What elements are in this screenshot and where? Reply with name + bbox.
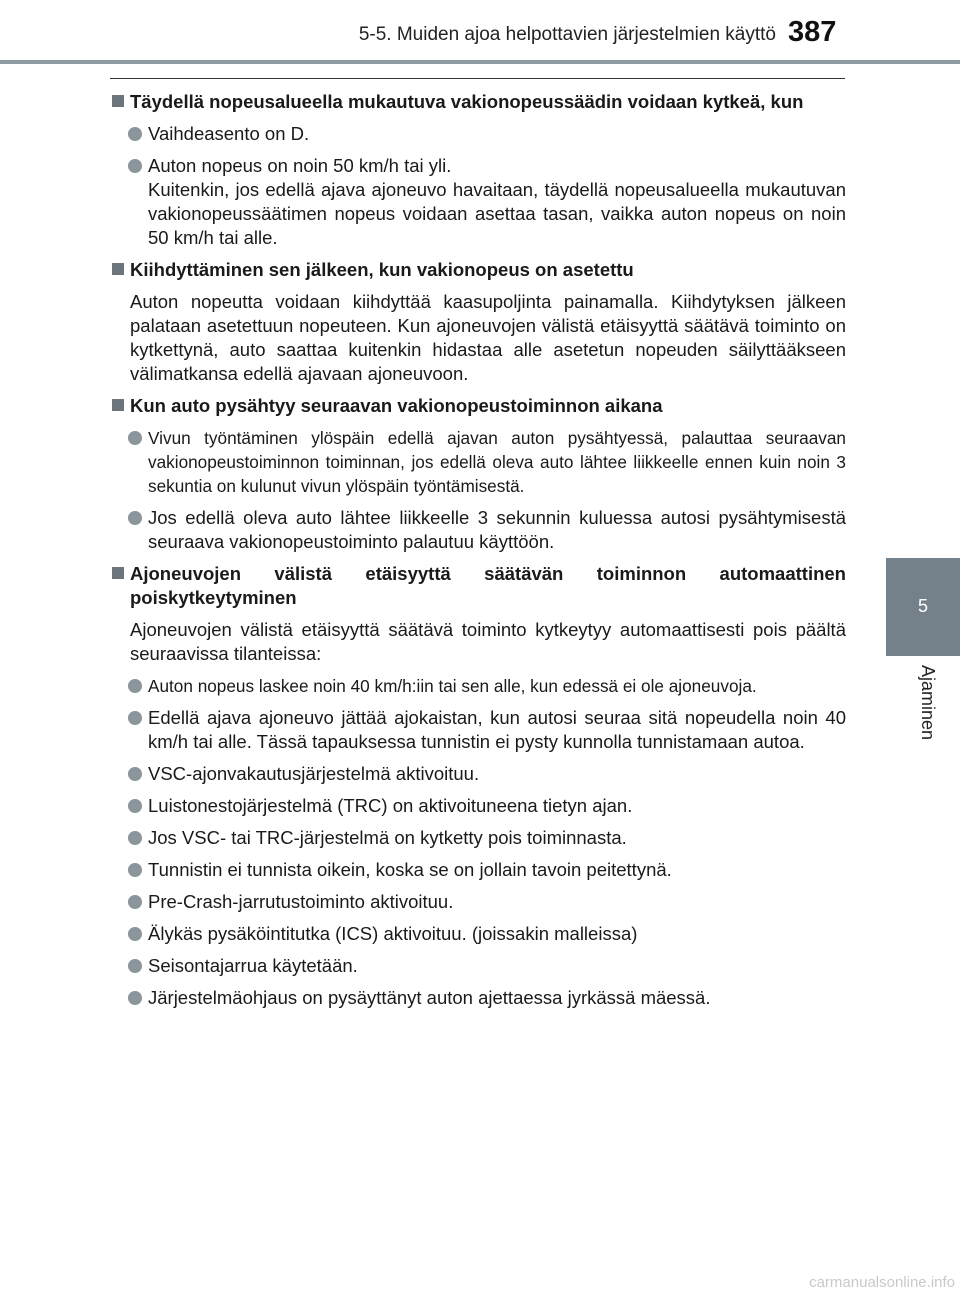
section-heading <box>110 258 846 282</box>
list-item <box>110 954 846 978</box>
list-item <box>110 794 846 818</box>
circle-bullet-icon <box>128 863 142 877</box>
section-heading-text: Täydellä nopeusalueella mukautuva vakionopeussäädin voidaan kytkeä, kun <box>130 91 804 112</box>
watermark: carmanualsonline.info <box>809 1274 955 1291</box>
list-item-text: Vaihdeasento on D. <box>148 123 310 144</box>
list-item <box>110 826 846 850</box>
chapter-label: Ajaminen <box>918 665 938 741</box>
list-item-text: Pre-Crash-jarrutustoiminto aktivoituu. <box>148 891 454 912</box>
list-item-text: VSC-ajonvakautusjärjestelmä aktivoituu. <box>148 763 480 784</box>
circle-bullet-icon <box>128 831 142 845</box>
section-heading <box>110 90 846 114</box>
list-item-text: Edellä ajava ajoneuvo jättää ajokaistan, kun autosi seuraa sitä nopeudella noin 40 km/h tai alle. Tässä tapauksessa tunnistin ei pysty kunnolla tunnistamaan autoa. <box>148 707 846 752</box>
list-item-text: Jos edellä oleva auto lähtee liikkeelle 3 sekunnin kuluessa autosi pysähtymisestä seuraava vakionopeustoiminto palautuu käyttöön. <box>148 507 846 552</box>
circle-bullet-icon <box>128 679 142 693</box>
page-content <box>110 90 846 1018</box>
section-heading-text: Kiihdyttäminen sen jälkeen, kun vakionopeus on asetettu <box>130 259 634 280</box>
chapter-tab-number: 5 <box>917 596 928 616</box>
section-heading <box>110 562 846 610</box>
list-item-note: Kuitenkin, jos edellä ajava ajoneuvo havaitaan, täydellä nopeusalueella mukautuvan vakionopeussäätimen nopeus voidaan asettaa tasan, vaikka auton nopeus on noin 50 km/h tai alle. <box>148 179 846 248</box>
list-item-text: Seisontajarrua käytetään. <box>148 955 358 976</box>
square-bullet-icon <box>112 95 124 107</box>
list-item <box>110 922 846 946</box>
list-item <box>110 762 846 786</box>
circle-bullet-icon <box>128 927 142 941</box>
header-title: 5-5. Muiden ajoa helpottavien järjestelmien käyttö <box>358 24 776 45</box>
circle-bullet-icon <box>128 711 142 725</box>
circle-bullet-icon <box>128 991 142 1005</box>
header-rule <box>0 60 960 64</box>
list-item <box>110 674 846 698</box>
circle-bullet-icon <box>128 431 142 445</box>
list-item-text: Auton nopeus on noin 50 km/h tai yli. <box>148 155 452 176</box>
section-heading-text: Ajoneuvojen välistä etäisyyttä säätävän toiminnon automaattinen poiskytkeytyminen <box>130 563 846 608</box>
circle-bullet-icon <box>128 127 142 141</box>
list-item <box>110 506 846 554</box>
circle-bullet-icon <box>128 511 142 525</box>
list-item <box>110 154 846 250</box>
list-item <box>110 986 846 1010</box>
list-item-text: Älykäs pysäköintitutka (ICS) aktivoituu. (joissakin malleissa) <box>148 923 638 944</box>
circle-bullet-icon <box>128 895 142 909</box>
list-item <box>110 706 846 754</box>
square-bullet-icon <box>112 399 124 411</box>
list-item <box>110 890 846 914</box>
circle-bullet-icon <box>128 959 142 973</box>
list-item-text: Auton nopeus laskee noin 40 km/h:iin tai sen alle, kun edessä ei ole ajoneuvoja. <box>148 676 757 696</box>
paragraph: Auton nopeutta voidaan kiihdyttää kaasupoljinta painamalla. Kiihdytyksen jälkeen palataan asetettuun nopeuteen. Kun ajoneuvojen välistä etäisyyttä säätävä toiminto on kytkettynä, auto saattaa kuitenkin hidastaa alle asetetun nopeuden säilyttääkseen välimatkansa edellä ajavaan ajoneuvoon. <box>130 291 846 384</box>
section-heading-text: Kun auto pysähtyy seuraavan vakionopeustoiminnon aikana <box>130 395 663 416</box>
page-number: 387 <box>788 16 837 48</box>
list-item <box>110 426 846 498</box>
list-item <box>110 122 846 146</box>
section-heading <box>110 394 846 418</box>
list-item-text: Jos VSC- tai TRC-järjestelmä on kytketty pois toiminnasta. <box>148 827 627 848</box>
square-bullet-icon <box>112 263 124 275</box>
circle-bullet-icon <box>128 799 142 813</box>
circle-bullet-icon <box>128 767 142 781</box>
circle-bullet-icon <box>128 159 142 173</box>
content-top-rule <box>110 78 845 79</box>
list-item-text: Tunnistin ei tunnista oikein, koska se on jollain tavoin peitettynä. <box>148 859 672 880</box>
list-item-text: Luistonestojärjestelmä (TRC) on aktivoituneena tietyn ajan. <box>148 795 633 816</box>
square-bullet-icon <box>112 567 124 579</box>
list-item <box>110 858 846 882</box>
paragraph: Ajoneuvojen välistä etäisyyttä säätävä toiminto kytkeytyy automaattisesti pois päältä seuraavissa tilanteissa: <box>130 619 846 664</box>
list-item-text: Vivun työntäminen ylöspäin edellä ajavan auton pysähtyessä, palauttaa seuraavan vakionopeustoiminnon toiminnan, jos edellä oleva auto lähtee liikkeelle ennen kuin noin 3 sekuntia on kulunut vivun ylöspäin työntämisestä. <box>148 428 846 496</box>
list-item-text: Järjestelmäohjaus on pysäyttänyt auton ajettaessa jyrkässä mäessä. <box>148 987 711 1008</box>
